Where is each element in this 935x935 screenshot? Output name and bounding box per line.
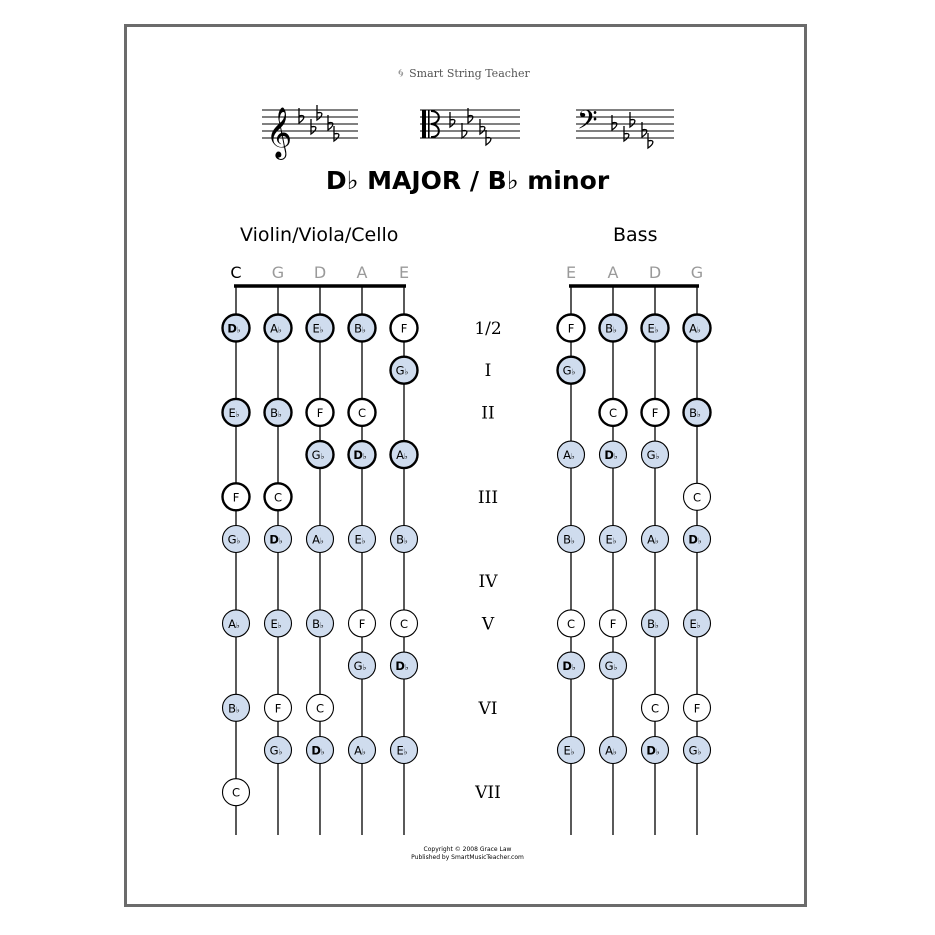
alto-flat-3	[480, 119, 485, 134]
treble-flat-4	[334, 126, 339, 141]
violin-note-label-7-3: F	[358, 616, 366, 631]
bass-note-label-2-2: F	[651, 405, 659, 420]
bass-note-label-2-1: C	[608, 405, 618, 420]
violin-note-label-2-1: B♭	[270, 405, 282, 420]
violin-note-label-9-0: B♭	[228, 701, 240, 716]
bass-note-label-4-3: C	[692, 490, 702, 505]
footer-copyright: Copyright © 2008 Grace Law	[423, 846, 512, 853]
page-title	[0, 166, 935, 195]
violin-note-label-5-2: A♭	[312, 532, 324, 547]
violin-string-label-c: C	[230, 263, 242, 282]
violin-note-label-0-2: E♭	[312, 321, 324, 336]
bass-note-label-5-1: E♭	[605, 532, 617, 547]
bass-note-label-10-1: A♭	[605, 743, 617, 758]
bass-note-label-0-1: B♭	[605, 321, 617, 336]
violin-note-label-3-4: A♭	[396, 448, 408, 463]
bass-string-label-g: G	[690, 263, 704, 282]
alto-flat-4	[486, 130, 491, 145]
bass-clef-icon: 𝄢	[577, 104, 598, 142]
bass-note-label-0-3: A♭	[689, 321, 701, 336]
bass-note-label-10-3: G♭	[688, 743, 702, 758]
treble-flat-2	[317, 105, 322, 120]
bass-note-label-10-0: E♭	[563, 743, 575, 758]
violin-note-label-10-1: G♭	[269, 743, 283, 758]
bass-note-label-5-2: A♭	[647, 532, 659, 547]
violin-note-label-0-1: A♭	[270, 321, 282, 336]
position-label-4: III	[477, 487, 499, 508]
violin-note-label-8-4: D♭	[395, 659, 409, 674]
bass-note-label-8-0: D♭	[562, 659, 576, 674]
violin-note-label-7-2: B♭	[312, 616, 324, 631]
position-label-11: VII	[475, 783, 501, 804]
position-label-6: IV	[478, 572, 498, 593]
violin-note-label-5-4: B♭	[396, 532, 408, 547]
violin-note-label-2-3: C	[357, 405, 367, 420]
violin-note-label-0-4: F	[400, 321, 408, 336]
title-suffix: minor	[518, 166, 610, 195]
treble-clef-icon: 𝄞	[266, 107, 293, 158]
violin-string-label-d: D	[313, 263, 327, 282]
bass-note-label-3-0: A♭	[563, 448, 575, 463]
violin-note-label-11-0: C	[231, 785, 241, 800]
violin-note-label-8-3: G♭	[353, 659, 367, 674]
violin-string-label-g: G	[271, 263, 285, 282]
bass-note-label-7-3: E♭	[689, 616, 701, 631]
swirl-icon: 🌀︎	[398, 66, 404, 80]
violin-note-label-4-1: C	[273, 490, 283, 505]
bass-note-label-5-3: D♭	[688, 532, 702, 547]
violin-note-label-1-4: G♭	[395, 363, 409, 378]
bass-flat-2	[630, 112, 635, 127]
violin-note-label-10-2: D♭	[311, 743, 325, 758]
bass-note-label-10-2: D♭	[646, 743, 660, 758]
violin-note-label-10-3: A♭	[354, 743, 366, 758]
violin-note-label-5-1: D♭	[269, 532, 283, 547]
violin-note-label-0-3: B♭	[354, 321, 366, 336]
bass-note-label-3-1: D♭	[604, 448, 618, 463]
violin-note-label-7-1: E♭	[270, 616, 282, 631]
violin-note-label-2-2: F	[316, 405, 324, 420]
bass-heading: Bass	[613, 224, 658, 246]
violin-heading: Violin/Viola/Cello	[240, 224, 399, 246]
alto-flat-0	[450, 112, 455, 127]
footer-publisher: Published by SmartMusicTeacher.com	[411, 854, 524, 861]
violin-note-label-9-2: C	[315, 701, 325, 716]
violin-note-label-5-0: G♭	[227, 532, 241, 547]
bass-note-label-7-2: B♭	[647, 616, 659, 631]
position-label-7: V	[481, 614, 495, 635]
bass-string-label-d: D	[648, 263, 662, 282]
violin-note-label-5-3: E♭	[354, 532, 366, 547]
title-flat-2: ♭	[506, 166, 519, 195]
bass-note-label-5-0: B♭	[563, 532, 575, 547]
bass-note-label-2-3: B♭	[689, 405, 701, 420]
position-label-1: I	[484, 361, 492, 382]
bass-string-label-a: A	[607, 263, 619, 282]
violin-note-label-4-0: F	[232, 490, 240, 505]
violin-note-label-2-0: E♭	[228, 405, 240, 420]
bass-note-label-7-0: C	[566, 616, 576, 631]
treble-flat-1	[311, 119, 316, 134]
brand-text: Smart String Teacher	[409, 67, 530, 80]
bass-note-label-9-3: F	[693, 701, 701, 716]
position-label-0: 1/2	[474, 319, 502, 339]
alto-flat-1	[462, 123, 467, 138]
position-label-2: II	[481, 403, 495, 424]
bass-note-label-0-0: F	[567, 321, 575, 336]
alto-clef-icon	[422, 110, 426, 138]
bass-note-label-9-2: C	[650, 701, 660, 716]
title-middle: MAJOR / B	[358, 166, 507, 195]
title-flat-1: ♭	[346, 166, 359, 195]
violin-note-label-9-1: F	[274, 701, 282, 716]
violin-note-label-3-3: D♭	[353, 448, 367, 463]
bass-flat-1	[624, 126, 629, 141]
violin-note-label-0-0: D♭	[227, 321, 241, 336]
violin-note-label-7-0: A♭	[228, 616, 240, 631]
violin-string-label-e: E	[398, 263, 410, 282]
bass-note-label-0-2: E♭	[647, 321, 659, 336]
bass-note-label-7-1: F	[609, 616, 617, 631]
violin-note-label-3-2: G♭	[311, 448, 325, 463]
bass-note-label-1-0: G♭	[562, 363, 576, 378]
violin-note-label-7-4: C	[399, 616, 409, 631]
violin-string-label-a: A	[356, 263, 368, 282]
position-label-9: VI	[478, 698, 498, 719]
title-prefix: D	[325, 166, 347, 195]
alto-clef-bar	[428, 110, 430, 138]
violin-note-label-10-4: E♭	[396, 743, 408, 758]
bass-note-label-8-1: G♭	[604, 659, 618, 674]
bass-string-label-e: E	[565, 263, 577, 282]
bass-flat-4	[648, 133, 653, 148]
bass-note-label-3-2: G♭	[646, 448, 660, 463]
